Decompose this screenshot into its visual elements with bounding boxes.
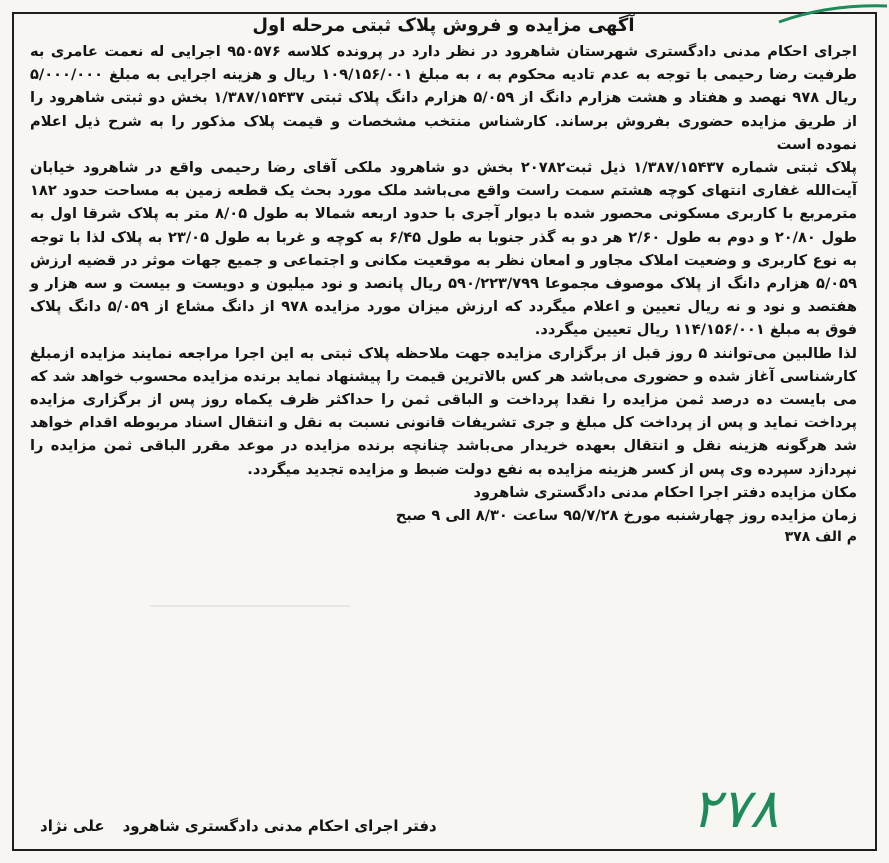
notice-paragraph-intro: اجرای احکام مدنی دادگستری شهرستان شاهرود در نظر دارد در پرونده کلاسه ۹۵۰۵۷۶ اجرایی له نعمت عامری به طرفیت رضا رحیمی با توجه به عدم تادیه محکوم به ، به مبلغ ۱۰۹/۱۵۶/۰۰۱ ریال و هزینه اجرایی به مبلغ ۵/۰۰۰/۰۰۰ ریال ۹۷۸ نهصد و هفتاد و هشت هزارم دانگ از ۵/۰۵۹ هزارم دانگ پلاک ثبتی ۱/۳۸۷/۱۵۴۳۷ بخش دو ثبتی شاهرود را از طریق مزایده حضوری بفروش برساند. کارشناس منتخب مشخصات و قیمت پلاک مذکور را به شرح ذیل اعلام نموده است [30, 43, 857, 153]
signature-block [40, 817, 437, 835]
handwritten-number: ۲۷۸ [691, 777, 779, 840]
auction-time: زمان مزایده روز چهارشنبه مورخ ۹۵/۷/۲۸ ساعت ۸/۳۰ الی ۹ صبح [395, 507, 857, 525]
notice-paragraph-property: پلاک ثبتی شماره ۱/۳۸۷/۱۵۴۳۷ ذیل ثبت۲۰۷۸۲ بخش دو شاهرود ملکی آقای رضا رحیمی واقع در شاهرود خیابان آیت‌الله غفاری انتهای کوچه هشتم سمت راست واقع می‌باشد ملک مورد بحث یک قطعه زمین به مساحت حدود ۱۸۲ مترمربع با کاربری مسکونی محصور شده با دیوار آجری با حدود اربعه شمالا به طول ۸/۰۵ متر به پلاک شرقا اول به طول ۲۰/۸۰ و دوم به طول ۲/۶۰ هر دو به گذر جنوبا به طول ۶/۴۵ به کوچه و غربا به طول ۲۳/۰۵ به پلاک لذا با توجه به نوع کاربری و وضعیت املاک مجاور و امعان نظر به موقعیت مکانی و اجتماعی و جمیع جهات موثر در قضیه ارزش ۵/۰۵۹ هزارم دانگ از پلاک موصوف مجموعا ۵۹۰/۲۲۳/۷۹۹ ریال پانصد و نود میلیون و دویست و بیست و سه هزار و هفتصد و نود و نه ریال تعیین و اعلام میگردد که ارزش میزان مورد مزایده ۹۷۸ از دانگ مشاع از ۵/۰۵۹ دانگ پلاک فوق به مبلغ ۱۱۴/۱۵۶/۰۰۱ ریال تعیین میگردد. [30, 159, 858, 339]
faint-watermark [150, 596, 350, 616]
auction-place: مکان مزایده دفتر اجرا احکام مدنی دادگستری شاهرود [473, 483, 857, 501]
notice-body [30, 14, 857, 547]
notice-paragraph-terms: لذا طالبین می‌توانند ۵ روز قبل از برگزاری مزایده جهت ملاحظه پلاک ثبتی به این اجرا مراجعه نمایند مزایده ازمبلغ کارشناسی آغاز شده و حضوری می‌باشد هر کس بالاترین قیمت را پیشنهاد نماید برنده مزایده محسوب خواهد شد که می بایست ده درصد ثمن مزایده را نقدا پرداخت و الباقی ثمن را حداکثر ظرف یکماه روز پس از برگزاری مزایده پرداخت نماید و پس از پرداخت کل مبلغ و جری تشریفات قانونی نسبت به نقل و انتقال اسناد مربوطه اقدام خواهد شد هرگونه هزینه نقل و انتقال بعهده خریدار می‌باشد چنانچه برنده مزایده در موعد مقرر الباقی ثمن مزایده را نپردازد سپرده وی پس از کسر هزینه مزایده به نفع دولت ضبط و مزایده تجدید میگردد. [30, 344, 857, 478]
handwritten-number-mark [660, 772, 810, 842]
reference-number: م الف ۳۷۸ [784, 529, 857, 546]
notice-title: آگهی مزایده و فروش پلاک ثبتی مرحله اول [252, 15, 635, 36]
signature-office: دفتر اجرای احکام مدنی دادگستری شاهرود [122, 817, 437, 835]
signature-name: علی نژاد [40, 817, 105, 835]
